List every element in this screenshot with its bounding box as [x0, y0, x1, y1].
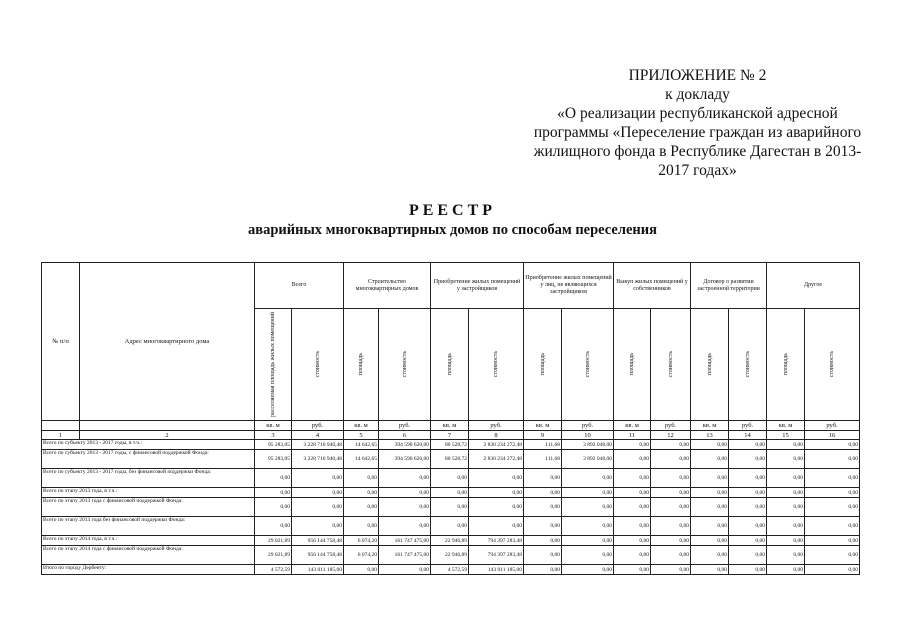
value-cell: 0,00 — [805, 440, 860, 450]
value-cell: 0,00 — [729, 498, 767, 517]
table-row — [42, 488, 860, 498]
table-row — [42, 450, 860, 469]
unit-cell: кв. м — [344, 421, 379, 431]
value-cell: 0,00 — [805, 546, 860, 565]
unit-cell: кв. м — [524, 421, 562, 431]
table-row — [42, 565, 860, 575]
sub-header: стоимость — [469, 309, 524, 421]
value-cell: 0,00 — [255, 517, 292, 536]
value-cell: 0,00 — [379, 565, 431, 575]
value-cell: 0,00 — [729, 546, 767, 565]
value-cell: 0,00 — [729, 469, 767, 488]
value-cell: 3 228 716 940,48 — [292, 450, 344, 469]
unit-cell: руб. — [562, 421, 614, 431]
value-cell: 111,68 — [524, 440, 562, 450]
row-label: Всего по этапу 2013 года без финансовой поддержки Фонда: — [42, 517, 255, 536]
sub-header: стоимость — [562, 309, 614, 421]
column-number: 5 — [344, 431, 379, 440]
column-number: 12 — [651, 431, 691, 440]
unit-cell: руб. — [805, 421, 860, 431]
table-row — [42, 536, 860, 546]
value-cell: 0,00 — [767, 546, 805, 565]
row-label: Всего по этапу 2014 года, в т.ч.: — [42, 536, 255, 546]
value-cell: 0,00 — [255, 488, 292, 498]
value-cell: 0,00 — [379, 517, 431, 536]
value-cell: 0,00 — [562, 546, 614, 565]
value-cell: 0,00 — [562, 498, 614, 517]
unit-cell — [80, 421, 255, 431]
value-cell: 80 528,72 — [431, 440, 469, 450]
unit-cell: руб. — [379, 421, 431, 431]
value-cell: 0,00 — [651, 488, 691, 498]
value-cell: 0,00 — [292, 469, 344, 488]
appendix-heading — [520, 66, 875, 180]
appendix-line: к докладу — [665, 86, 730, 103]
unit-cell: руб. — [729, 421, 767, 431]
row-label: Всего по субъекту 2013 - 2017 годы, с финансовой поддержкой Фонда: — [42, 450, 255, 469]
value-cell: 794 397 283,48 — [469, 536, 524, 546]
value-cell: 0,00 — [767, 450, 805, 469]
value-cell: 0,00 — [691, 517, 729, 536]
column-number: 8 — [469, 431, 524, 440]
group-header: Приобретение жилых помещений у лиц, не являющихся застройщиком — [524, 263, 614, 309]
value-cell: 0,00 — [562, 565, 614, 575]
value-cell: 0,00 — [805, 517, 860, 536]
header-address: Адрес многоквартирного дома — [80, 263, 255, 421]
value-cell: 0,00 — [767, 536, 805, 546]
value-cell: 3 228 716 940,48 — [292, 440, 344, 450]
value-cell: 0,00 — [729, 517, 767, 536]
value-cell: 95 283,05 — [255, 440, 292, 450]
sub-header: площадь — [691, 309, 729, 421]
value-cell: 95 283,05 — [255, 450, 292, 469]
column-number: 11 — [614, 431, 651, 440]
value-cell: 0,00 — [651, 565, 691, 575]
value-cell: 956 144 758,48 — [292, 536, 344, 546]
value-cell: 6 074,20 — [344, 546, 379, 565]
value-cell: 0,00 — [614, 488, 651, 498]
unit-cell: руб. — [651, 421, 691, 431]
value-cell: 0,00 — [292, 498, 344, 517]
column-number: 7 — [431, 431, 469, 440]
value-cell: 80 528,72 — [431, 450, 469, 469]
value-cell: 0,00 — [691, 546, 729, 565]
sub-header: стоимость — [651, 309, 691, 421]
sub-header: площадь — [344, 309, 379, 421]
value-cell: 394 590 620,00 — [379, 440, 431, 450]
value-cell: 14 642,65 — [344, 450, 379, 469]
value-cell: 0,00 — [379, 469, 431, 488]
table-row — [42, 546, 860, 565]
sub-header: площадь — [767, 309, 805, 421]
sub-header: стоимость — [805, 309, 860, 421]
sub-header: стоимость — [729, 309, 767, 421]
value-cell: 0,00 — [729, 488, 767, 498]
row-label: Всего по этапу 2013 года, в т.ч.: — [42, 488, 255, 498]
value-cell: 143 011 185,00 — [469, 565, 524, 575]
value-cell: 0,00 — [729, 440, 767, 450]
value-cell: 0,00 — [255, 498, 292, 517]
sub-header: стоимость — [292, 309, 344, 421]
value-cell: 3 892 048,00 — [562, 440, 614, 450]
value-cell: 29 021,89 — [255, 536, 292, 546]
sub-header: площадь — [431, 309, 469, 421]
value-cell: 0,00 — [614, 440, 651, 450]
appendix-line: 2017 годах» — [658, 162, 737, 179]
value-cell: 0,00 — [614, 498, 651, 517]
value-cell: 0,00 — [805, 450, 860, 469]
value-cell: 4 572,59 — [431, 565, 469, 575]
unit-cell: кв. м — [767, 421, 805, 431]
value-cell: 0,00 — [344, 565, 379, 575]
value-cell: 0,00 — [805, 488, 860, 498]
value-cell: 0,00 — [651, 536, 691, 546]
value-cell: 0,00 — [767, 440, 805, 450]
value-cell: 0,00 — [562, 488, 614, 498]
table-row — [42, 498, 860, 517]
unit-cell: кв. м — [614, 421, 651, 431]
value-cell: 0,00 — [651, 469, 691, 488]
value-cell: 0,00 — [524, 498, 562, 517]
group-header: Всего — [255, 263, 344, 309]
value-cell: 0,00 — [651, 517, 691, 536]
value-cell: 0,00 — [805, 469, 860, 488]
document-title: РЕЕСТР — [408, 202, 497, 219]
value-cell: 0,00 — [524, 517, 562, 536]
value-cell: 111,68 — [524, 450, 562, 469]
value-cell: 0,00 — [431, 517, 469, 536]
value-cell: 0,00 — [469, 517, 524, 536]
value-cell: 0,00 — [691, 469, 729, 488]
value-cell: 0,00 — [431, 469, 469, 488]
value-cell: 0,00 — [614, 565, 651, 575]
registry-rows — [42, 440, 860, 575]
sub-header: расселяемая площадь жилых помещений — [255, 309, 292, 421]
sub-header: площадь — [614, 309, 651, 421]
sub-header: стоимость — [379, 309, 431, 421]
value-cell: 0,00 — [729, 536, 767, 546]
column-number: 2 — [80, 431, 255, 440]
column-number: 10 — [562, 431, 614, 440]
value-cell: 0,00 — [562, 536, 614, 546]
value-cell: 0,00 — [524, 565, 562, 575]
value-cell: 0,00 — [614, 546, 651, 565]
value-cell: 0,00 — [431, 498, 469, 517]
value-cell: 0,00 — [379, 488, 431, 498]
value-cell: 0,00 — [344, 498, 379, 517]
column-number: 14 — [729, 431, 767, 440]
group-header: Выкуп жилых помещений у собственников — [614, 263, 691, 309]
row-label: Всего по этапу 2013 года с финансовой поддержкой Фонда: — [42, 498, 255, 517]
value-cell: 0,00 — [651, 440, 691, 450]
value-cell: 0,00 — [344, 488, 379, 498]
value-cell: 0,00 — [344, 469, 379, 488]
column-number: 3 — [255, 431, 292, 440]
value-cell: 0,00 — [805, 565, 860, 575]
header-num: № п/п — [42, 263, 80, 421]
unit-cell: руб. — [469, 421, 524, 431]
value-cell: 0,00 — [805, 498, 860, 517]
appendix-line: программы «Переселение граждан из аварийного — [533, 124, 862, 141]
table-row — [42, 440, 860, 450]
value-cell: 0,00 — [431, 488, 469, 498]
value-cell: 0,00 — [524, 536, 562, 546]
value-cell: 14 642,65 — [344, 440, 379, 450]
value-cell: 143 011 185,00 — [292, 565, 344, 575]
column-number: 15 — [767, 431, 805, 440]
value-cell: 956 144 758,48 — [292, 546, 344, 565]
value-cell: 0,00 — [344, 517, 379, 536]
value-cell: 0,00 — [614, 517, 651, 536]
value-cell: 0,00 — [691, 536, 729, 546]
value-cell: 2 830 234 272,48 — [469, 440, 524, 450]
value-cell: 0,00 — [651, 450, 691, 469]
value-cell: 2 830 234 272,48 — [469, 450, 524, 469]
value-cell: 0,00 — [614, 536, 651, 546]
value-cell: 0,00 — [524, 488, 562, 498]
value-cell: 0,00 — [469, 469, 524, 488]
unit-cell: кв. м — [691, 421, 729, 431]
group-header: Другое — [767, 263, 860, 309]
value-cell: 0,00 — [767, 469, 805, 488]
value-cell: 0,00 — [691, 498, 729, 517]
value-cell: 0,00 — [805, 536, 860, 546]
row-label: Всего по субъекту 2013 - 2017 годы, без финансовой поддержки Фонда: — [42, 469, 255, 488]
value-cell: 0,00 — [651, 546, 691, 565]
unit-cell: кв. м — [431, 421, 469, 431]
document-subtitle: аварийных многоквартирных домов по способам переселения — [248, 222, 657, 238]
unit-cell: кв. м — [255, 421, 292, 431]
row-label: Итого по городу Дербенту: — [42, 565, 255, 575]
value-cell: 0,00 — [562, 517, 614, 536]
unit-cell: руб. — [292, 421, 344, 431]
value-cell: 22 946,89 — [431, 546, 469, 565]
value-cell: 794 397 283,48 — [469, 546, 524, 565]
value-cell: 161 747 475,00 — [379, 546, 431, 565]
value-cell: 0,00 — [255, 469, 292, 488]
sub-header: площадь — [524, 309, 562, 421]
value-cell: 3 892 048,00 — [562, 450, 614, 469]
value-cell: 0,00 — [651, 498, 691, 517]
value-cell: 0,00 — [469, 488, 524, 498]
registry-table — [41, 262, 860, 575]
unit-cell — [42, 421, 80, 431]
value-cell: 0,00 — [767, 488, 805, 498]
group-header: Приобретение жилых помещений у застройщиков — [431, 263, 524, 309]
value-cell: 161 747 475,00 — [379, 536, 431, 546]
value-cell: 0,00 — [614, 450, 651, 469]
table-row — [42, 517, 860, 536]
value-cell: 4 572,59 — [255, 565, 292, 575]
column-number: 4 — [292, 431, 344, 440]
value-cell: 0,00 — [292, 488, 344, 498]
value-cell: 0,00 — [379, 498, 431, 517]
value-cell: 0,00 — [469, 498, 524, 517]
appendix-line: жилищного фонда в Республике Дагестан в 2013- — [533, 143, 862, 160]
value-cell: 0,00 — [767, 565, 805, 575]
value-cell: 29 021,89 — [255, 546, 292, 565]
column-number: 13 — [691, 431, 729, 440]
value-cell: 0,00 — [729, 450, 767, 469]
group-header: Договор о развитии застроенной территории — [691, 263, 767, 309]
value-cell: 6 074,20 — [344, 536, 379, 546]
value-cell: 0,00 — [691, 450, 729, 469]
value-cell: 394 590 620,00 — [379, 450, 431, 469]
value-cell: 0,00 — [767, 517, 805, 536]
appendix-line: ПРИЛОЖЕНИЕ № 2 — [628, 67, 767, 84]
row-label: Всего по этапу 2014 года с финансовой поддержкой Фонда: — [42, 546, 255, 565]
row-label: Всего по субъекту 2013 - 2017 годы, в т.ч.: — [42, 440, 255, 450]
value-cell: 0,00 — [524, 546, 562, 565]
appendix-line: «О реализации республиканской адресной — [557, 105, 838, 122]
value-cell: 0,00 — [292, 517, 344, 536]
value-cell: 0,00 — [524, 469, 562, 488]
value-cell: 22 946,89 — [431, 536, 469, 546]
group-header: Строительство многоквартирных домов — [344, 263, 431, 309]
value-cell: 0,00 — [691, 488, 729, 498]
value-cell: 0,00 — [767, 498, 805, 517]
column-number: 9 — [524, 431, 562, 440]
column-number: 16 — [805, 431, 860, 440]
table-row — [42, 469, 860, 488]
value-cell: 0,00 — [691, 565, 729, 575]
value-cell: 0,00 — [562, 469, 614, 488]
value-cell: 0,00 — [729, 565, 767, 575]
column-number: 6 — [379, 431, 431, 440]
value-cell: 0,00 — [691, 440, 729, 450]
column-number: 1 — [42, 431, 80, 440]
value-cell: 0,00 — [614, 469, 651, 488]
